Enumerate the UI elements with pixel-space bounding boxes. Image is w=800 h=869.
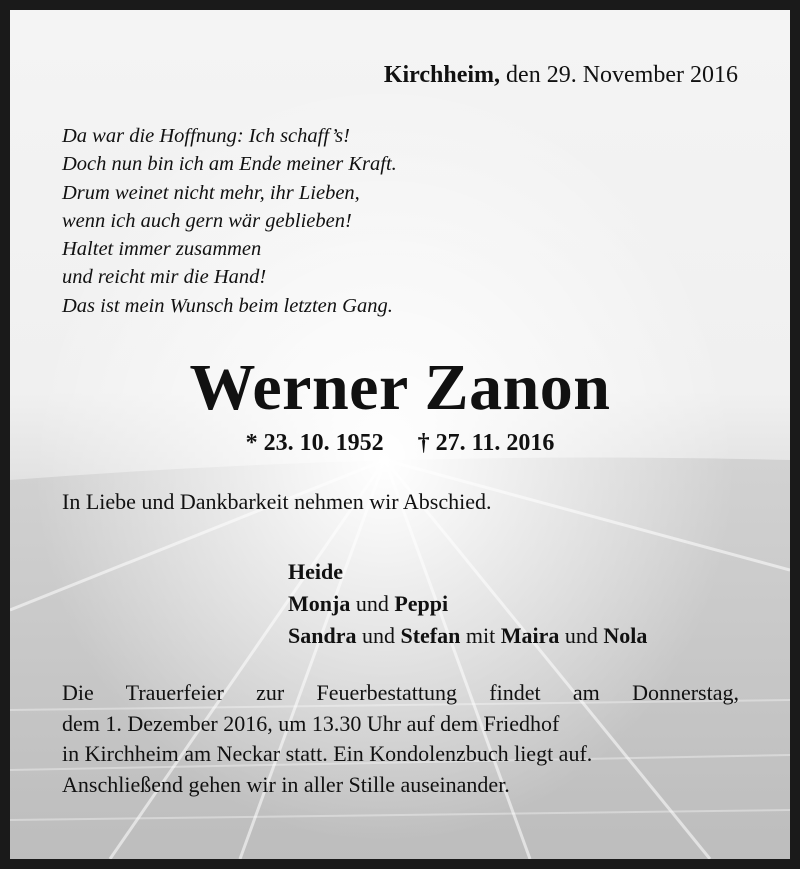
poem-line: Das ist mein Wunsch beim letzten Gang. — [62, 294, 393, 317]
conjunction: mit — [465, 623, 496, 648]
poem-line: Haltet immer zusammen — [62, 238, 262, 261]
mourner-name: Maira — [500, 623, 560, 648]
mourner-name: Monja — [288, 591, 351, 616]
mourner-name: Sandra — [288, 623, 357, 648]
service-info — [62, 678, 739, 800]
farewell-text: In Liebe und Dankbarkeit nehmen wir Abschied. — [62, 489, 492, 514]
death-date: † 27. 11. 2016 — [417, 430, 555, 456]
conjunction: und — [564, 623, 598, 648]
mourner-line — [288, 556, 647, 588]
mourner-name: Peppi — [394, 591, 449, 616]
life-dates — [10, 430, 790, 457]
birth-date: * 23. 10. 1952 — [245, 430, 384, 456]
poem-line: Da war die Hoffnung: Ich schaff’s! — [62, 125, 350, 147]
date: den 29. November 2016 — [506, 62, 738, 88]
service-info-line: in Kirchheim am Neckar statt. Ein Kondolenzbuch liegt auf. — [62, 741, 593, 766]
poem-line: Drum weinet nicht mehr, ihr Lieben, — [62, 181, 360, 204]
dateline — [384, 62, 738, 89]
mourner-name: Heide — [288, 559, 343, 584]
poem-line: wenn ich auch gern wär geblieben! — [62, 209, 352, 232]
mourners-list — [288, 556, 647, 652]
mourner-line — [288, 588, 647, 620]
service-info-line: Die Trauerfeier zur Feuerbestattung findet am Donnerstag, — [62, 680, 739, 705]
place: Kirchheim, — [383, 62, 501, 88]
service-info-line: Anschließend gehen wir in aller Stille auseinander. — [62, 771, 510, 797]
mourner-name: Stefan — [400, 623, 461, 648]
service-info-line: dem 1. Dezember 2016, um 13.30 Uhr auf dem Friedhof — [62, 710, 560, 736]
mourner-name: Nola — [603, 623, 648, 648]
conjunction: und — [355, 591, 389, 616]
conjunction: und — [361, 623, 395, 648]
mourner-line — [288, 620, 647, 652]
poem-line: und reicht mir die Hand! — [62, 266, 267, 289]
deceased-name: Werner Zanon — [189, 351, 611, 424]
poem — [62, 122, 397, 320]
obituary-notice — [10, 10, 790, 859]
poem-line: Doch nun bin ich am Ende meiner Kraft. — [62, 153, 397, 176]
